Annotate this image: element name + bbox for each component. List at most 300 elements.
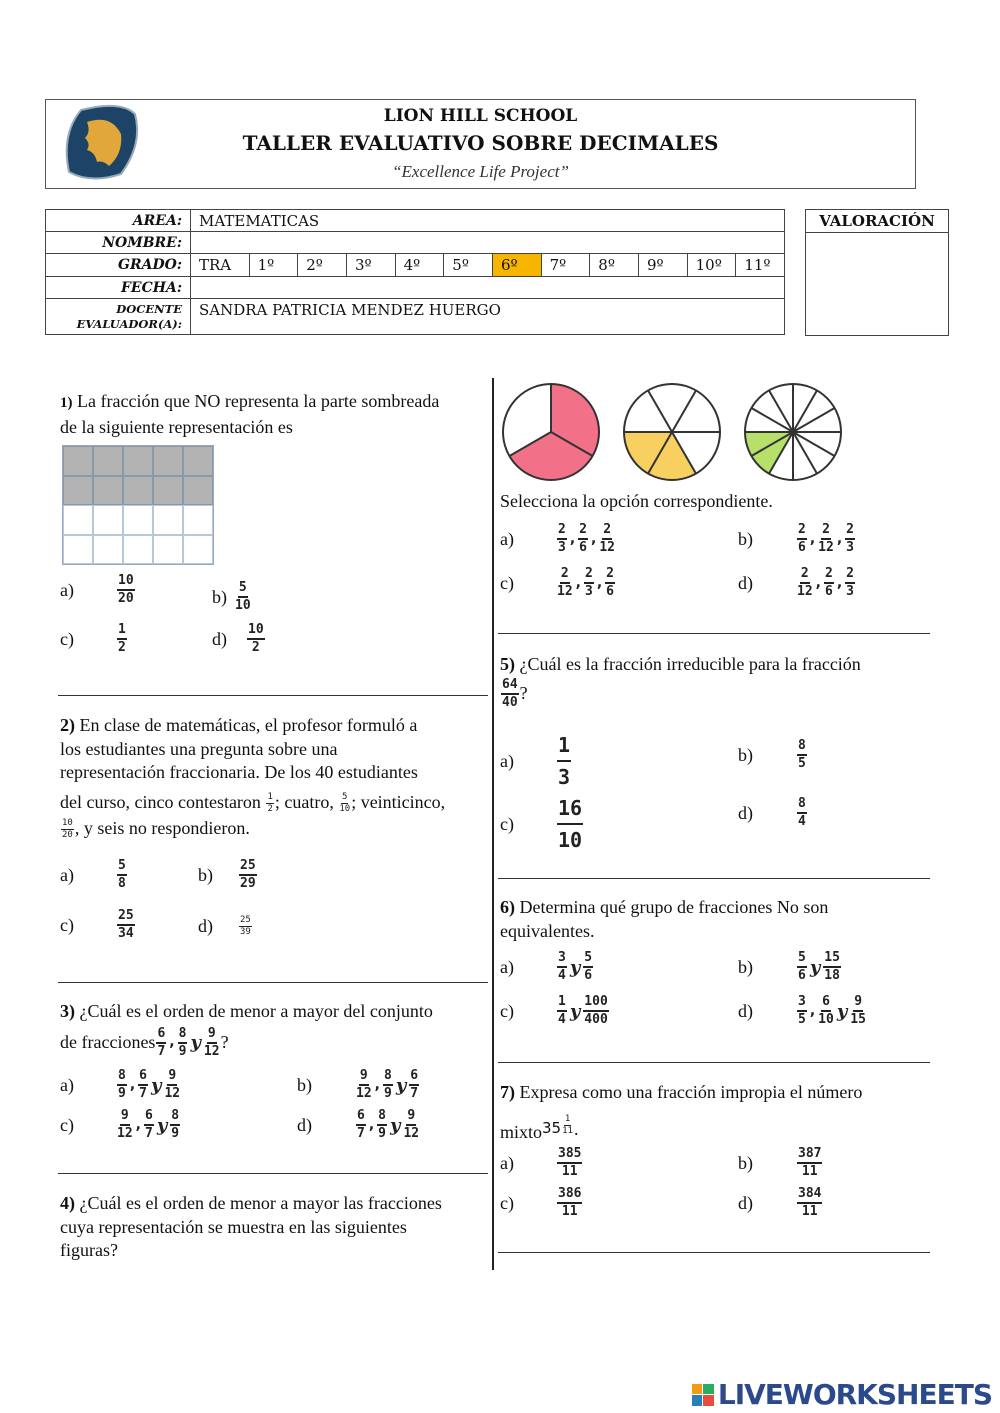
numerator: 8 — [178, 1026, 188, 1044]
denominator: 40 — [502, 694, 518, 710]
separator: , — [596, 575, 603, 591]
denominator: 6 — [798, 968, 806, 983]
separator: y — [389, 1114, 401, 1136]
numerator: 387 — [797, 1146, 822, 1164]
numerator: 9 — [359, 1068, 369, 1086]
denominator: 3 — [558, 540, 566, 555]
numerator: 3 — [797, 994, 807, 1012]
fraction — [178, 1026, 188, 1060]
divider — [498, 1252, 930, 1253]
question-1: 1) La fracción que NO representa la parte sombreada de la siguiente representación es — [60, 391, 440, 437]
numerator: 2 — [797, 522, 807, 540]
separator: y — [190, 1031, 201, 1053]
answer-option-q1-c[interactable] — [60, 622, 128, 656]
denominator: 10 — [558, 828, 583, 852]
fraction — [117, 573, 135, 607]
grade-option[interactable]: 3º — [346, 254, 395, 276]
fraction — [797, 738, 807, 772]
divider — [498, 1062, 930, 1063]
separator: y — [156, 1114, 168, 1136]
numerator: 5 — [342, 791, 348, 802]
fraction — [557, 1146, 582, 1180]
grid-cell — [63, 446, 93, 476]
fraction — [557, 994, 567, 1028]
option-letter: d) — [738, 1192, 753, 1213]
option-letter: d) — [297, 1114, 312, 1135]
denominator: 7 — [139, 1086, 147, 1101]
denominator: 34 — [118, 926, 134, 941]
option-letter: b) — [738, 744, 753, 765]
divider — [498, 633, 930, 634]
fraction — [797, 994, 807, 1028]
denominator: 11 — [561, 1204, 578, 1219]
numerator: 6 — [356, 1108, 366, 1126]
separator: y — [150, 1074, 162, 1096]
numerator: 9 — [406, 1108, 416, 1126]
separator: , — [809, 531, 816, 547]
question-2: 2) En clase de matemáticas, el profesor formuló a los estudiantes una pregunta sobre una representación fraccionaria. De los 40 estudiantes del curso, cinco contestaron $\frac{1}{2}$ ; cuatro, $\frac{5}{10}$ ; veinticinco, $\frac{10}{20}$ , y seis no respondieron. — [60, 715, 446, 841]
numerator: 25 — [239, 858, 257, 876]
numerator: 8 — [377, 1108, 387, 1126]
numerator: 100 — [583, 994, 608, 1012]
fraction — [383, 1068, 393, 1102]
denominator: 9 — [378, 1126, 386, 1141]
numerator: 25 — [117, 908, 135, 926]
fraction — [239, 858, 257, 892]
denominator: 7 — [410, 1086, 419, 1101]
separator: , — [590, 531, 597, 547]
numerator: 6 — [409, 1068, 419, 1086]
denominator: 5 — [798, 1012, 806, 1027]
denominator: 9 — [171, 1126, 180, 1141]
fraction — [204, 1026, 220, 1060]
separator: , — [575, 575, 581, 591]
worksheet-title: TALLER EVALUATIVO SOBRE DECIMALES — [242, 131, 719, 155]
denominator: 3 — [846, 584, 854, 599]
fraction — [117, 622, 127, 656]
fraction — [824, 566, 834, 600]
answer-option-q5-a[interactable] — [500, 730, 572, 792]
separator: , — [368, 1117, 375, 1133]
option-letter: c) — [500, 1192, 514, 1213]
answer-option-q2-a[interactable] — [60, 858, 128, 892]
fraction — [797, 566, 813, 600]
denominator: 2 — [267, 803, 273, 814]
denominator: 10 — [339, 803, 351, 814]
option-letter: d) — [212, 628, 227, 649]
answer-option-q4-b[interactable] — [738, 522, 856, 556]
fraction — [409, 1068, 419, 1102]
grade-option[interactable]: 1º — [249, 254, 298, 276]
option-letter: a) — [60, 1074, 74, 1095]
answer-option-q1-a[interactable] — [60, 573, 136, 607]
denominator: 12 — [403, 1126, 420, 1141]
grid-cell — [93, 535, 123, 565]
denominator: 4 — [558, 968, 566, 983]
q4-instruction: Selecciona la opción correspondiente. — [500, 491, 773, 511]
grid-cell — [153, 505, 183, 535]
numerator: 5 — [117, 858, 127, 876]
grade-option[interactable]: 7º — [541, 254, 590, 276]
denominator: 9 — [118, 1086, 126, 1101]
nombre-field[interactable] — [191, 232, 785, 254]
denominator: 20 — [118, 591, 134, 606]
numerator: 1 — [564, 1113, 571, 1124]
option-letter: b) — [297, 1074, 312, 1095]
question-6: 6) Determina qué grupo de fracciones No son equivalentes. — [500, 897, 829, 941]
denominator: 12 — [164, 1086, 181, 1101]
grade-option[interactable]: 6º — [492, 254, 541, 276]
fraction — [239, 915, 252, 938]
numerator: 8 — [797, 738, 807, 756]
option-letter: d) — [738, 1000, 753, 1021]
answer-option-q3-d[interactable] — [297, 1108, 420, 1142]
fraction — [557, 1186, 582, 1220]
valoracion-box — [805, 209, 949, 336]
numerator: 2 — [560, 566, 570, 584]
fraction — [117, 908, 135, 942]
fraction — [845, 522, 855, 556]
denominator: 6 — [579, 540, 587, 555]
school-motto: “Excellence Life Project” — [392, 162, 569, 181]
liveworksheets-icon — [692, 1384, 714, 1406]
pie-divider — [648, 390, 672, 432]
answer-option-q1-d[interactable] — [212, 622, 266, 656]
column-divider — [492, 378, 494, 1270]
denominator: 7 — [157, 1043, 166, 1059]
area-value: MATEMATICAS — [191, 210, 785, 232]
denominator: 4 — [558, 1012, 566, 1027]
numerator: 64 — [501, 677, 519, 695]
answer-option-q6-d[interactable] — [738, 994, 867, 1028]
fraction — [578, 522, 588, 556]
numerator: 25 — [240, 915, 251, 925]
fraction — [797, 1146, 822, 1180]
question-4: 4) ¿Cuál es el orden de menor a mayor las fracciones cuya representación se muestra en las siguientes figuras? — [60, 1193, 442, 1260]
fraction — [356, 1068, 372, 1102]
fraction — [266, 792, 273, 815]
divider — [58, 1173, 488, 1174]
fraction — [247, 622, 265, 656]
grid-cell — [123, 446, 153, 476]
separator: , — [815, 575, 821, 591]
school-name: LION HILL SCHOOL — [383, 106, 578, 126]
separator: y — [809, 956, 821, 978]
answer-option-q6-b[interactable] — [738, 950, 842, 984]
answer-option-q3-c[interactable] — [60, 1108, 181, 1142]
numerator: 5 — [797, 950, 807, 968]
denominator: 11 — [801, 1164, 818, 1179]
question-7: 7) Expresa como una fracción impropia el número mixto 35 $\frac{1}{11}$ . — [500, 1082, 863, 1142]
inline-fraction — [155, 1026, 220, 1060]
option-letter: c) — [60, 914, 74, 935]
divider — [498, 878, 930, 879]
docente-label: DOCENTE EVALUADOR(A): — [46, 299, 191, 335]
numerator: 5 — [583, 950, 593, 968]
option-letter: a) — [60, 579, 74, 600]
grado-label: GRADO: — [46, 254, 191, 277]
grid-cell — [93, 446, 123, 476]
numerator: 10 — [247, 622, 265, 640]
fraction — [818, 522, 834, 556]
denominator: 12 — [117, 1126, 133, 1141]
denominator: 9 — [178, 1043, 187, 1059]
valoracion-header: VALORACIÓN — [806, 210, 948, 233]
fraction — [557, 730, 571, 792]
numerator: 386 — [557, 1186, 582, 1204]
grid-cell — [153, 535, 183, 565]
fraction — [138, 1068, 148, 1102]
numerator: 2 — [821, 522, 831, 540]
denominator: 2 — [251, 640, 260, 655]
answer-option-q7-b[interactable] — [738, 1146, 823, 1180]
fraction — [599, 522, 615, 556]
numerator: 16 — [557, 793, 583, 825]
denominator: 12 — [203, 1043, 220, 1059]
answer-option-q5-d[interactable] — [738, 796, 808, 830]
answer-option-q4-d[interactable] — [738, 566, 856, 600]
separator: , — [569, 531, 576, 547]
denominator: 6 — [824, 584, 833, 599]
denominator: 12 — [599, 540, 615, 555]
fraction — [557, 522, 567, 556]
fraction — [339, 792, 350, 815]
fraction — [562, 1114, 573, 1137]
docente-value: SANDRA PATRICIA MENDEZ HUERGO — [191, 299, 785, 335]
separator: y — [569, 956, 581, 978]
numerator: 2 — [578, 522, 588, 540]
answer-option-q5-b[interactable] — [738, 738, 808, 772]
fraction — [170, 1108, 180, 1142]
fraction — [117, 1108, 133, 1142]
separator: , — [809, 1003, 816, 1019]
grade-option[interactable]: 5º — [443, 254, 492, 276]
fraction — [797, 950, 807, 984]
option-letter: a) — [500, 750, 514, 771]
separator: , — [135, 1117, 141, 1133]
numerator: 6 — [138, 1068, 148, 1086]
numerator: 3 — [557, 950, 567, 968]
numerator: 2 — [584, 566, 594, 584]
fraction — [583, 950, 593, 984]
grid-cell — [93, 505, 123, 535]
option-letter: c) — [60, 628, 74, 649]
separator: y — [569, 1000, 581, 1022]
fecha-field[interactable] — [191, 277, 785, 299]
fecha-label: FECHA: — [46, 277, 191, 299]
answer-option-q2-d[interactable] — [198, 915, 253, 938]
grid-cell — [123, 505, 153, 535]
fraction — [117, 858, 127, 892]
answer-option-q6-a[interactable] — [500, 950, 594, 984]
fraction — [850, 994, 866, 1028]
option-letter: a) — [500, 956, 514, 977]
answer-option-q4-c[interactable] — [500, 566, 616, 600]
denominator: 6 — [584, 968, 593, 983]
fraction — [797, 796, 807, 830]
fraction — [583, 994, 608, 1028]
fraction — [61, 818, 74, 841]
header-box — [45, 99, 916, 189]
option-letter: b) — [738, 528, 753, 549]
numerator: 8 — [170, 1108, 180, 1126]
denominator: 4 — [798, 814, 806, 829]
grade-option[interactable]: 2º — [297, 254, 346, 276]
grid-cell — [153, 446, 183, 476]
numerator: 9 — [120, 1108, 130, 1126]
answer-option-q6-c[interactable] — [500, 994, 610, 1028]
fraction — [501, 677, 519, 711]
option-letter: c) — [500, 572, 514, 593]
answer-option-q7-d[interactable] — [738, 1186, 823, 1220]
option-letter: c) — [500, 813, 514, 834]
separator: , — [129, 1077, 136, 1093]
option-letter: b) — [212, 586, 227, 607]
option-letter: a) — [60, 864, 74, 885]
option-letter: d) — [198, 916, 213, 936]
inline-fraction — [338, 792, 351, 815]
denominator: 39 — [240, 927, 251, 937]
option-letter: c) — [60, 1114, 74, 1135]
fraction — [845, 566, 855, 600]
inline-fraction — [561, 1114, 574, 1137]
denominator: 12 — [557, 584, 573, 599]
numerator: 10 — [117, 573, 135, 591]
grid-cell — [93, 476, 123, 506]
grade-option[interactable]: 9º — [638, 254, 687, 276]
fraction — [156, 1026, 166, 1060]
denominator: 18 — [824, 968, 840, 983]
answer-option-q2-b[interactable] — [198, 858, 258, 892]
denominator: 8 — [118, 876, 126, 891]
denominator: 3 — [558, 765, 571, 789]
fraction — [235, 580, 251, 614]
numerator: 1 — [267, 791, 273, 802]
denominator: 12 — [797, 584, 813, 599]
fraction — [584, 566, 594, 600]
numerator: 385 — [557, 1146, 582, 1164]
nombre-label: NOMBRE: — [46, 232, 191, 254]
question-3: 3) ¿Cuál es el orden de menor a mayor del conjunto de fracciones $\frac{6}{7}$ , $\frac{8}{9}$ y $\frac{9}{12}$ ? — [60, 1001, 433, 1059]
grid-cell — [183, 505, 213, 535]
grid-cell — [153, 476, 183, 506]
fraction — [144, 1108, 154, 1142]
liveworksheets-logo: LIVEWORKSHEETS — [692, 1378, 992, 1411]
fraction — [403, 1108, 419, 1142]
numerator: 6 — [144, 1108, 154, 1126]
numerator: 2 — [602, 522, 612, 540]
denominator: 5 — [798, 756, 806, 771]
separator: , — [374, 1077, 380, 1093]
divider — [58, 695, 488, 696]
denominator: 12 — [356, 1086, 372, 1101]
numerator: 2 — [845, 566, 855, 584]
grid-cell — [63, 535, 93, 565]
numerator: 1 — [557, 994, 567, 1012]
denominator: 11 — [562, 1125, 573, 1136]
answer-option-q7-a[interactable] — [500, 1146, 583, 1180]
inline-fraction — [500, 677, 520, 711]
option-letter: a) — [500, 528, 514, 549]
numerator: 1 — [117, 622, 127, 640]
option-letter: d) — [738, 802, 753, 823]
option-letter: b) — [198, 864, 213, 885]
numerator: 2 — [605, 566, 615, 584]
denominator: 3 — [846, 540, 854, 555]
denominator: 11 — [561, 1164, 578, 1179]
grid-cell — [63, 476, 93, 506]
pie-shaded-slice — [745, 432, 793, 474]
separator: , — [836, 531, 843, 547]
denominator: 400 — [584, 1012, 608, 1027]
grid-cell — [183, 476, 213, 506]
answer-option-q2-c[interactable] — [60, 908, 136, 942]
numerator: 8 — [797, 796, 807, 814]
option-letter: b) — [738, 956, 753, 977]
answer-option-q1-b[interactable] — [212, 580, 252, 614]
fraction — [605, 566, 615, 600]
numerator: 6 — [821, 994, 831, 1012]
denominator: 9 — [383, 1086, 392, 1101]
grid-cell — [123, 476, 153, 506]
fraction — [557, 566, 573, 600]
numerator: 15 — [823, 950, 841, 968]
numerator: 6 — [156, 1026, 166, 1044]
denominator: 6 — [606, 584, 614, 599]
denominator: 10 — [818, 1012, 834, 1027]
fraction — [164, 1068, 180, 1102]
grade-option[interactable]: 11º — [735, 254, 784, 276]
numerator: 10 — [62, 818, 73, 829]
fraction — [356, 1108, 366, 1142]
answer-option-q3-b[interactable] — [297, 1068, 420, 1102]
fraction — [557, 950, 567, 984]
denominator: 29 — [240, 876, 256, 891]
question-5: 5) ¿Cuál es la fracción irreducible para la fracción $\frac{64}{40}$ ? — [500, 654, 861, 710]
area-label: AREA: — [46, 210, 191, 232]
numerator: 8 — [117, 1068, 127, 1086]
denominator: 11 — [801, 1204, 818, 1219]
denominator: 15 — [850, 1012, 866, 1027]
grade-option[interactable]: 8º — [589, 254, 638, 276]
separator: y — [395, 1074, 407, 1096]
pie-figures — [498, 380, 848, 484]
numerator: 8 — [383, 1068, 393, 1086]
student-info-table — [45, 209, 785, 335]
answer-option-q4-a[interactable] — [500, 522, 616, 556]
numerator: 1 — [557, 730, 571, 762]
answer-option-q3-a[interactable] — [60, 1068, 181, 1102]
fraction — [557, 793, 583, 855]
fraction — [818, 994, 834, 1028]
numerator: 9 — [167, 1068, 177, 1086]
denominator: 2 — [118, 640, 126, 655]
numerator: 2 — [845, 522, 855, 540]
separator: y — [836, 1000, 848, 1022]
grade-option[interactable]: TRA — [199, 256, 232, 274]
answer-option-q5-c[interactable] — [500, 793, 584, 855]
grade-option[interactable]: 4º — [395, 254, 444, 276]
grid-cell — [63, 505, 93, 535]
numerator: 9 — [207, 1026, 217, 1044]
denominator: 10 — [235, 598, 251, 613]
grade-option[interactable]: 10º — [687, 254, 736, 276]
divider — [58, 982, 488, 983]
denominator: 7 — [357, 1126, 365, 1141]
answer-option-q7-c[interactable] — [500, 1186, 583, 1220]
fraction — [377, 1108, 387, 1142]
denominator: 6 — [798, 540, 806, 555]
